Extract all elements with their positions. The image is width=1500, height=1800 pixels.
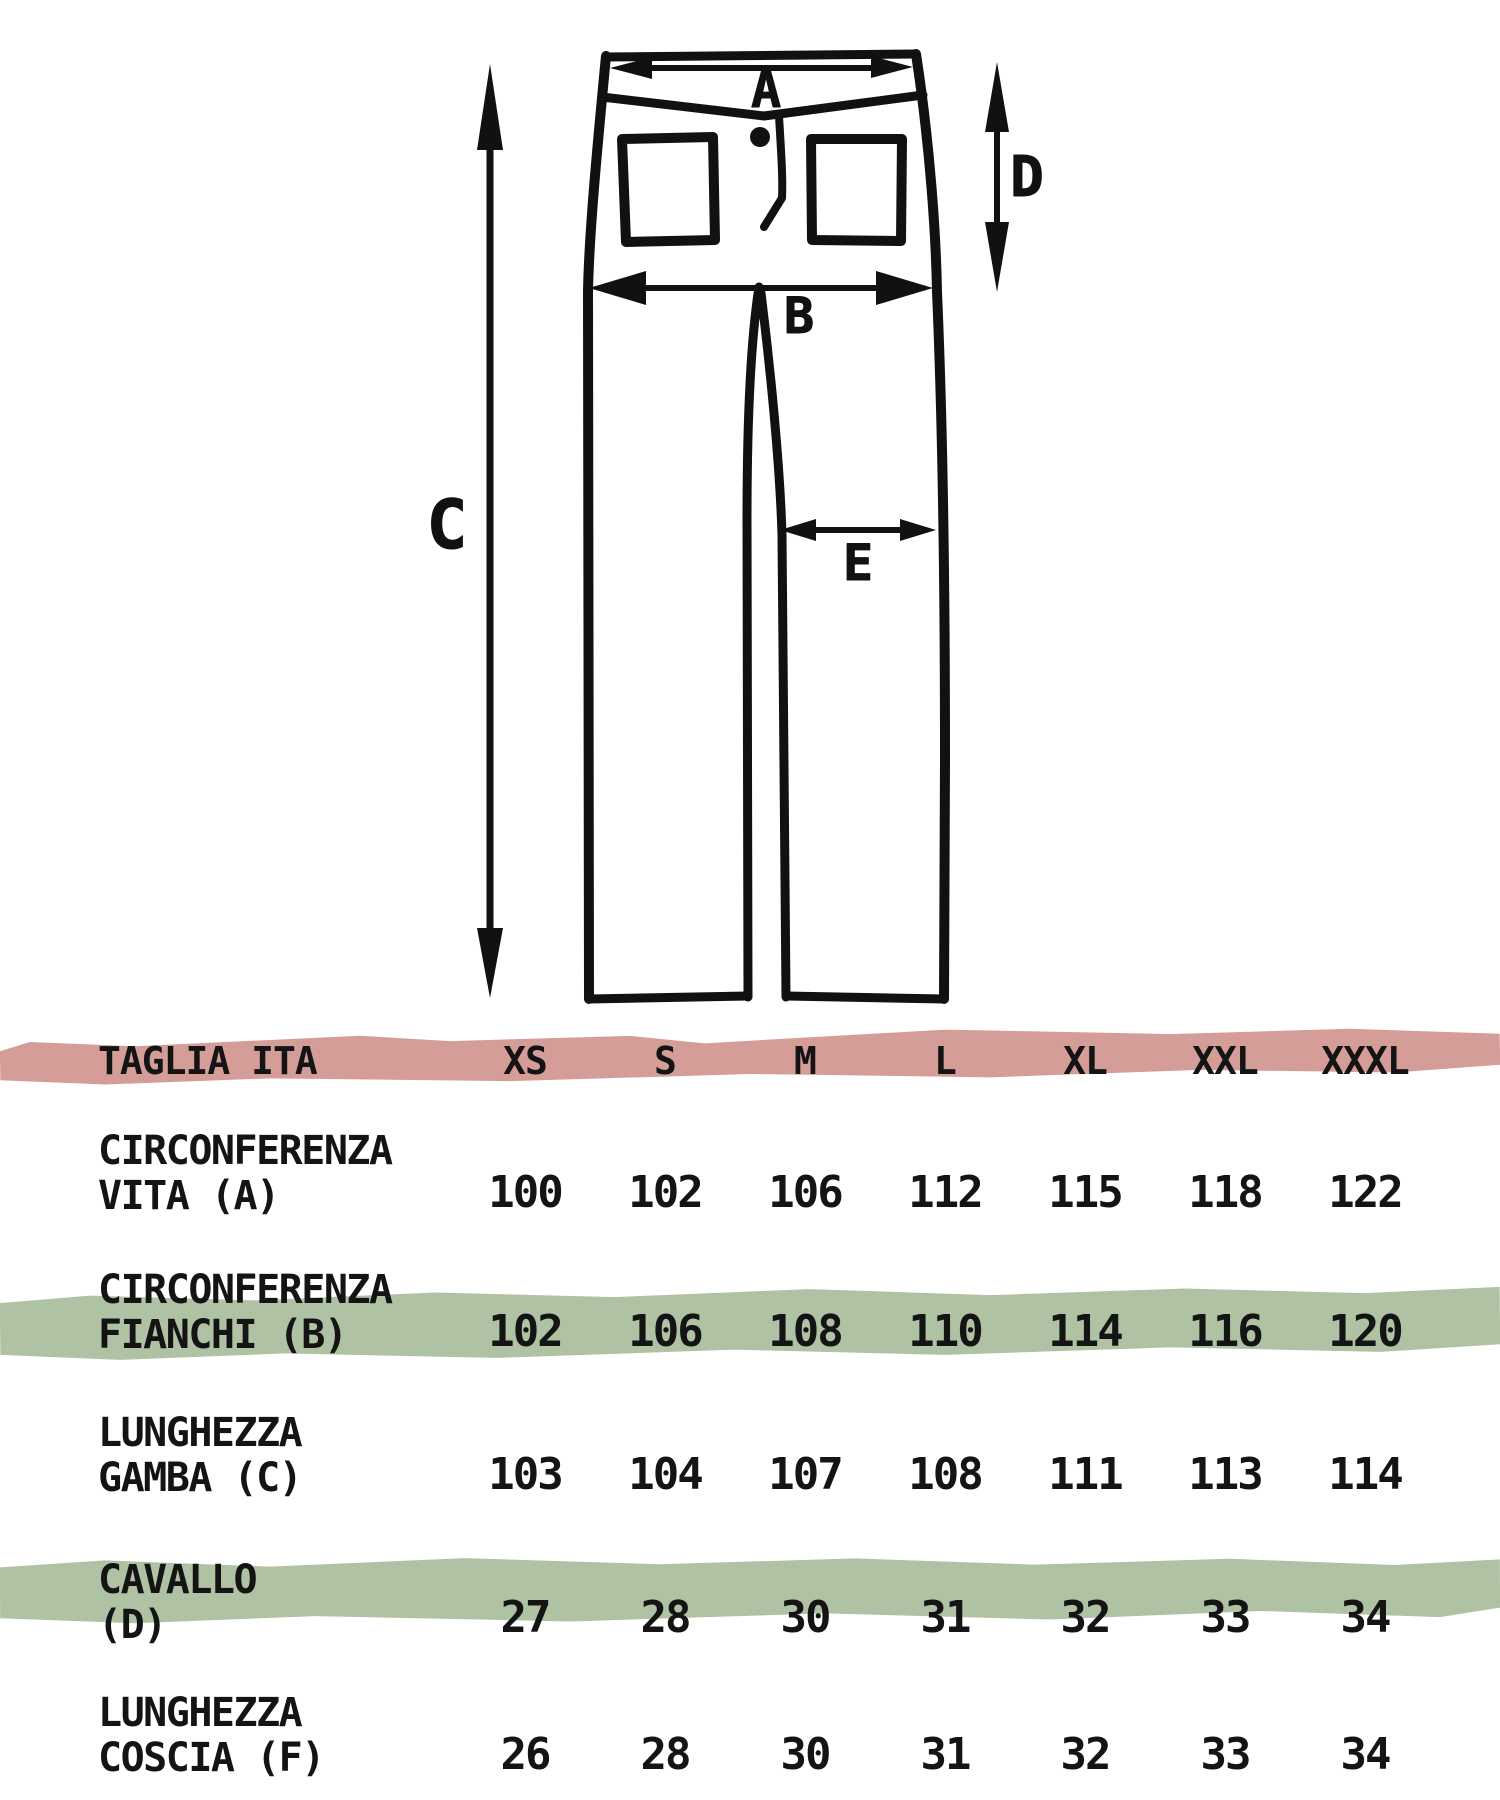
size-cell: 108 bbox=[768, 1306, 842, 1357]
row-label: LUNGHEZZA bbox=[98, 1410, 302, 1456]
size-column-header: XXXL bbox=[1321, 1039, 1409, 1083]
size-cell: 113 bbox=[1188, 1449, 1262, 1500]
size-cell: 26 bbox=[500, 1729, 550, 1780]
size-cell: 110 bbox=[908, 1306, 982, 1357]
inner-leg-right bbox=[761, 293, 786, 997]
size-cell: 104 bbox=[628, 1449, 702, 1500]
size-column-header: L bbox=[934, 1039, 956, 1083]
row-label: LUNGHEZZA bbox=[98, 1690, 302, 1736]
size-cell: 107 bbox=[768, 1449, 842, 1500]
measure-label-c: C bbox=[426, 486, 468, 565]
size-cell: 31 bbox=[920, 1592, 970, 1643]
size-cell: 102 bbox=[488, 1306, 562, 1357]
size-cell: 118 bbox=[1188, 1167, 1262, 1218]
size-cell: 122 bbox=[1328, 1167, 1402, 1218]
header-label: TAGLIA ITA bbox=[98, 1039, 317, 1083]
size-cell: 116 bbox=[1188, 1306, 1262, 1357]
left-hem bbox=[589, 996, 748, 999]
size-cell: 30 bbox=[780, 1592, 830, 1643]
size-cell: 28 bbox=[640, 1729, 690, 1780]
pants-outline-left bbox=[588, 56, 606, 999]
size-cell: 103 bbox=[488, 1449, 562, 1500]
measure-arrow-c bbox=[477, 64, 503, 998]
size-cell: 102 bbox=[628, 1167, 702, 1218]
size-column-header: M bbox=[794, 1039, 816, 1083]
size-column-header: XS bbox=[503, 1039, 547, 1083]
measure-label-b: B bbox=[783, 287, 815, 345]
size-column-header: S bbox=[654, 1039, 676, 1083]
size-cell: 106 bbox=[768, 1167, 842, 1218]
size-cell: 33 bbox=[1200, 1729, 1250, 1780]
row-label: CIRCONFERENZA bbox=[98, 1128, 392, 1174]
size-cell: 31 bbox=[920, 1729, 970, 1780]
size-column-header: XL bbox=[1063, 1039, 1107, 1083]
measure-arrow-d bbox=[985, 62, 1009, 292]
size-cell: 108 bbox=[908, 1449, 982, 1500]
size-cell: 34 bbox=[1340, 1729, 1390, 1780]
size-cell: 115 bbox=[1048, 1167, 1122, 1218]
measure-label-a: A bbox=[750, 61, 782, 119]
size-cell: 114 bbox=[1328, 1449, 1402, 1500]
measure-label-d: D bbox=[1010, 145, 1044, 210]
waistband-top-edge bbox=[606, 54, 916, 57]
row-label: GAMBA (C) bbox=[98, 1455, 302, 1501]
size-cell: 114 bbox=[1048, 1306, 1122, 1357]
measure-label-e: E bbox=[842, 534, 874, 592]
size-cell: 120 bbox=[1328, 1306, 1402, 1357]
row-label: (D) bbox=[98, 1602, 166, 1648]
size-cell: 34 bbox=[1340, 1592, 1390, 1643]
size-cell: 100 bbox=[488, 1167, 562, 1218]
button bbox=[750, 127, 770, 147]
size-cell: 32 bbox=[1060, 1592, 1110, 1643]
size-table-header bbox=[0, 1039, 1500, 1083]
left-pocket bbox=[622, 137, 715, 242]
row-label: VITA (A) bbox=[98, 1173, 279, 1219]
inner-leg-left bbox=[747, 287, 759, 997]
size-cell: 106 bbox=[628, 1306, 702, 1357]
size-cell: 28 bbox=[640, 1592, 690, 1643]
size-cell: 30 bbox=[780, 1729, 830, 1780]
row-label: CIRCONFERENZA bbox=[98, 1267, 392, 1313]
size-cell: 33 bbox=[1200, 1592, 1250, 1643]
row-label: CAVALLO bbox=[98, 1557, 257, 1603]
right-hem bbox=[786, 996, 944, 999]
size-cell: 27 bbox=[500, 1592, 550, 1643]
row-label: COSCIA (F) bbox=[98, 1735, 324, 1781]
row-label: FIANCHI (B) bbox=[98, 1312, 347, 1358]
size-cell: 32 bbox=[1060, 1729, 1110, 1780]
size-cell: 111 bbox=[1048, 1449, 1122, 1500]
right-pocket bbox=[811, 139, 902, 241]
size-column-header: XXL bbox=[1192, 1039, 1258, 1083]
size-cell: 112 bbox=[908, 1167, 982, 1218]
